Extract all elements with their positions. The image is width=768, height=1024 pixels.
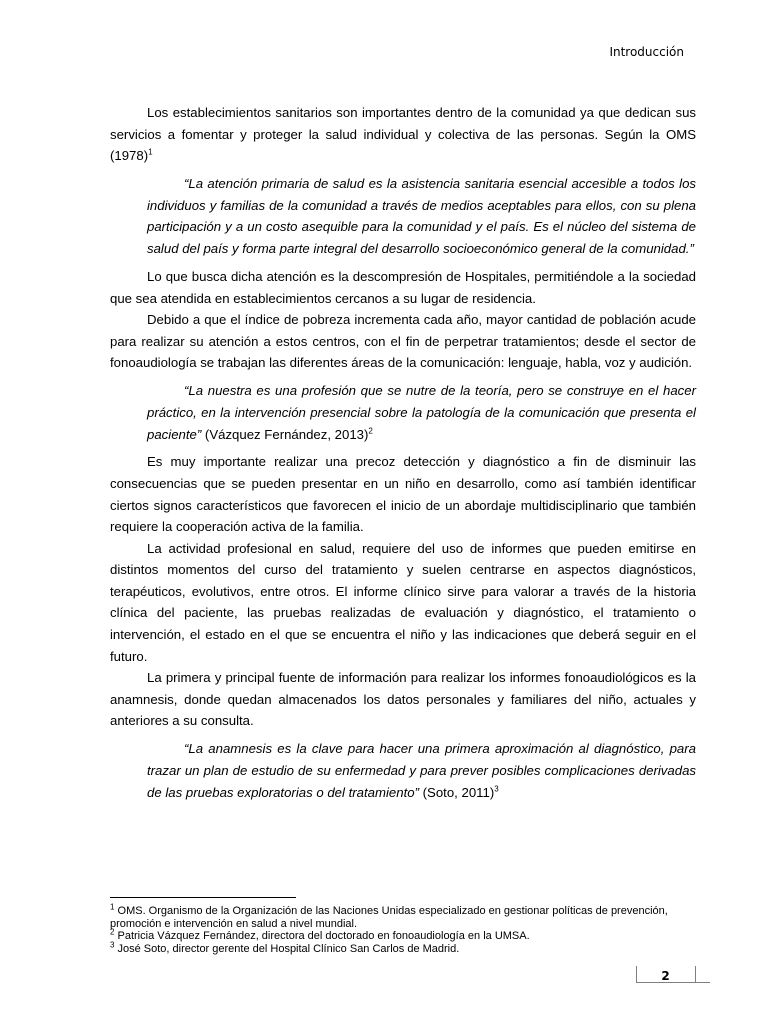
- footnote-3: [110, 939, 700, 956]
- quote-3-cite: (Soto, 2011): [418, 784, 495, 800]
- quote-3-block: [147, 738, 696, 803]
- footnote-ref-3: 3: [494, 784, 499, 794]
- page-number: 2: [661, 969, 670, 983]
- footnote-1-num: 1: [110, 902, 115, 912]
- quote-2-cite: (Vázquez Fernández, 2013): [201, 426, 369, 442]
- footnote-2-text: Patricia Vázquez Fernández, directora del doctorado en fonoaudiología en la UMSA.: [114, 930, 530, 942]
- paragraph-1-text: Los establecimientos sanitarios son importantes dentro de la comunidad ya que dedican sus servicios a fomentar y proteger la salud individual y colectiva de las personas. Según la OMS (1978): [110, 105, 696, 164]
- page-number-frame-right: [695, 966, 696, 983]
- paragraph-3: Debido a que el índice de pobreza incrementa cada año, mayor cantidad de población acude para realizar su atención a estos centros, con el fin de perpetrar tratamientos; desde el sector de fonoaudiología se trabajan las diferentes áreas de la comunicación: lenguaje, habla, voz y audición.: [110, 312, 696, 371]
- quote-3: [147, 738, 696, 803]
- paragraph-1: [110, 102, 696, 167]
- quote-1-text: “La atención primaria de salud es la asistencia sanitaria esencial accesible a todos los individuos y familias de la comunidad a través de medios aceptables para ellos, con su plena participación y a un costo asequible para la comunidad y el país. Es el núcleo del sistema de salud del país y forma parte integral del desarrollo socioeconómico general de la comunidad.”: [147, 175, 696, 257]
- quote-1: [147, 173, 696, 260]
- paragraph-4: Es muy importante realizar una precoz detección y diagnóstico a fin de disminuir las consecuencias que se pueden presentar en un niño en desarrollo, como así también identificar ciertos signos característicos que favorecen el inicio de un abordaje multidisciplinario que también requiere la cooperación activa de la familia.: [110, 454, 696, 535]
- running-header: Introducción: [609, 45, 684, 59]
- quote-3-text: “La anamnesis es la clave para hacer una primera aproximación al diagnóstico, para trazar un plan de estudio de su enfermedad y para prever posibles complicaciones derivadas de las pruebas exploratorias o del tratamiento”: [147, 741, 696, 800]
- quote-2: [147, 380, 696, 445]
- body-text: [110, 102, 696, 809]
- footnote-3-num: 3: [110, 939, 115, 949]
- paragraph-2: Lo que busca dicha atención es la descompresión de Hospitales, permitiéndole a la sociedad que sea atendida en establecimientos cercanos a su lugar de residencia.: [110, 268, 696, 306]
- footnote-2: [110, 927, 700, 943]
- footnote-separator: [110, 897, 296, 898]
- quote-2-block: [147, 380, 696, 445]
- quote-2-text: “La nuestra es una profesión que se nutre de la teoría, pero se construye en el hacer práctico, en la intervención presencial sobre la patología de la comunicación que presenta el paciente”: [147, 382, 696, 442]
- footnote-1-text: OMS. Organismo de la Organización de las Naciones Unidas especializado en gestionar políticas de prevención, promoción e intervención en salud a nivel mundial.: [110, 905, 668, 930]
- paragraph-6: La primera y principal fuente de información para realizar los informes fonoaudiológicos es la anamnesis, donde quedan almacenados los datos personales y familiares del niño, actuales y anteriores a su consulta.: [110, 670, 696, 729]
- footnotes: [110, 902, 700, 955]
- footnote-ref-1: 1: [148, 147, 153, 157]
- footnote-3-text: José Soto, director gerente del Hospital Clínico San Carlos de Madrid.: [114, 942, 460, 955]
- footnote-2-num: 2: [110, 927, 115, 937]
- footnote-1: [110, 902, 700, 930]
- footnote-ref-2: 2: [368, 426, 373, 436]
- paragraph-5: La actividad profesional en salud, requiere del uso de informes que pueden emitirse en distintos momentos del curso del tratamiento y suelen centrarse en aspectos diagnósticos, terapéuticos, evolutivos, entre otros. El informe clínico sirve para valorar a través de la historia clínica del paciente, las pruebas realizadas de evaluación y diagnóstico, el tratamiento o intervención, el estado en el que se encuentra el niño y las indicaciones que deberá seguir en el futuro.: [110, 540, 696, 664]
